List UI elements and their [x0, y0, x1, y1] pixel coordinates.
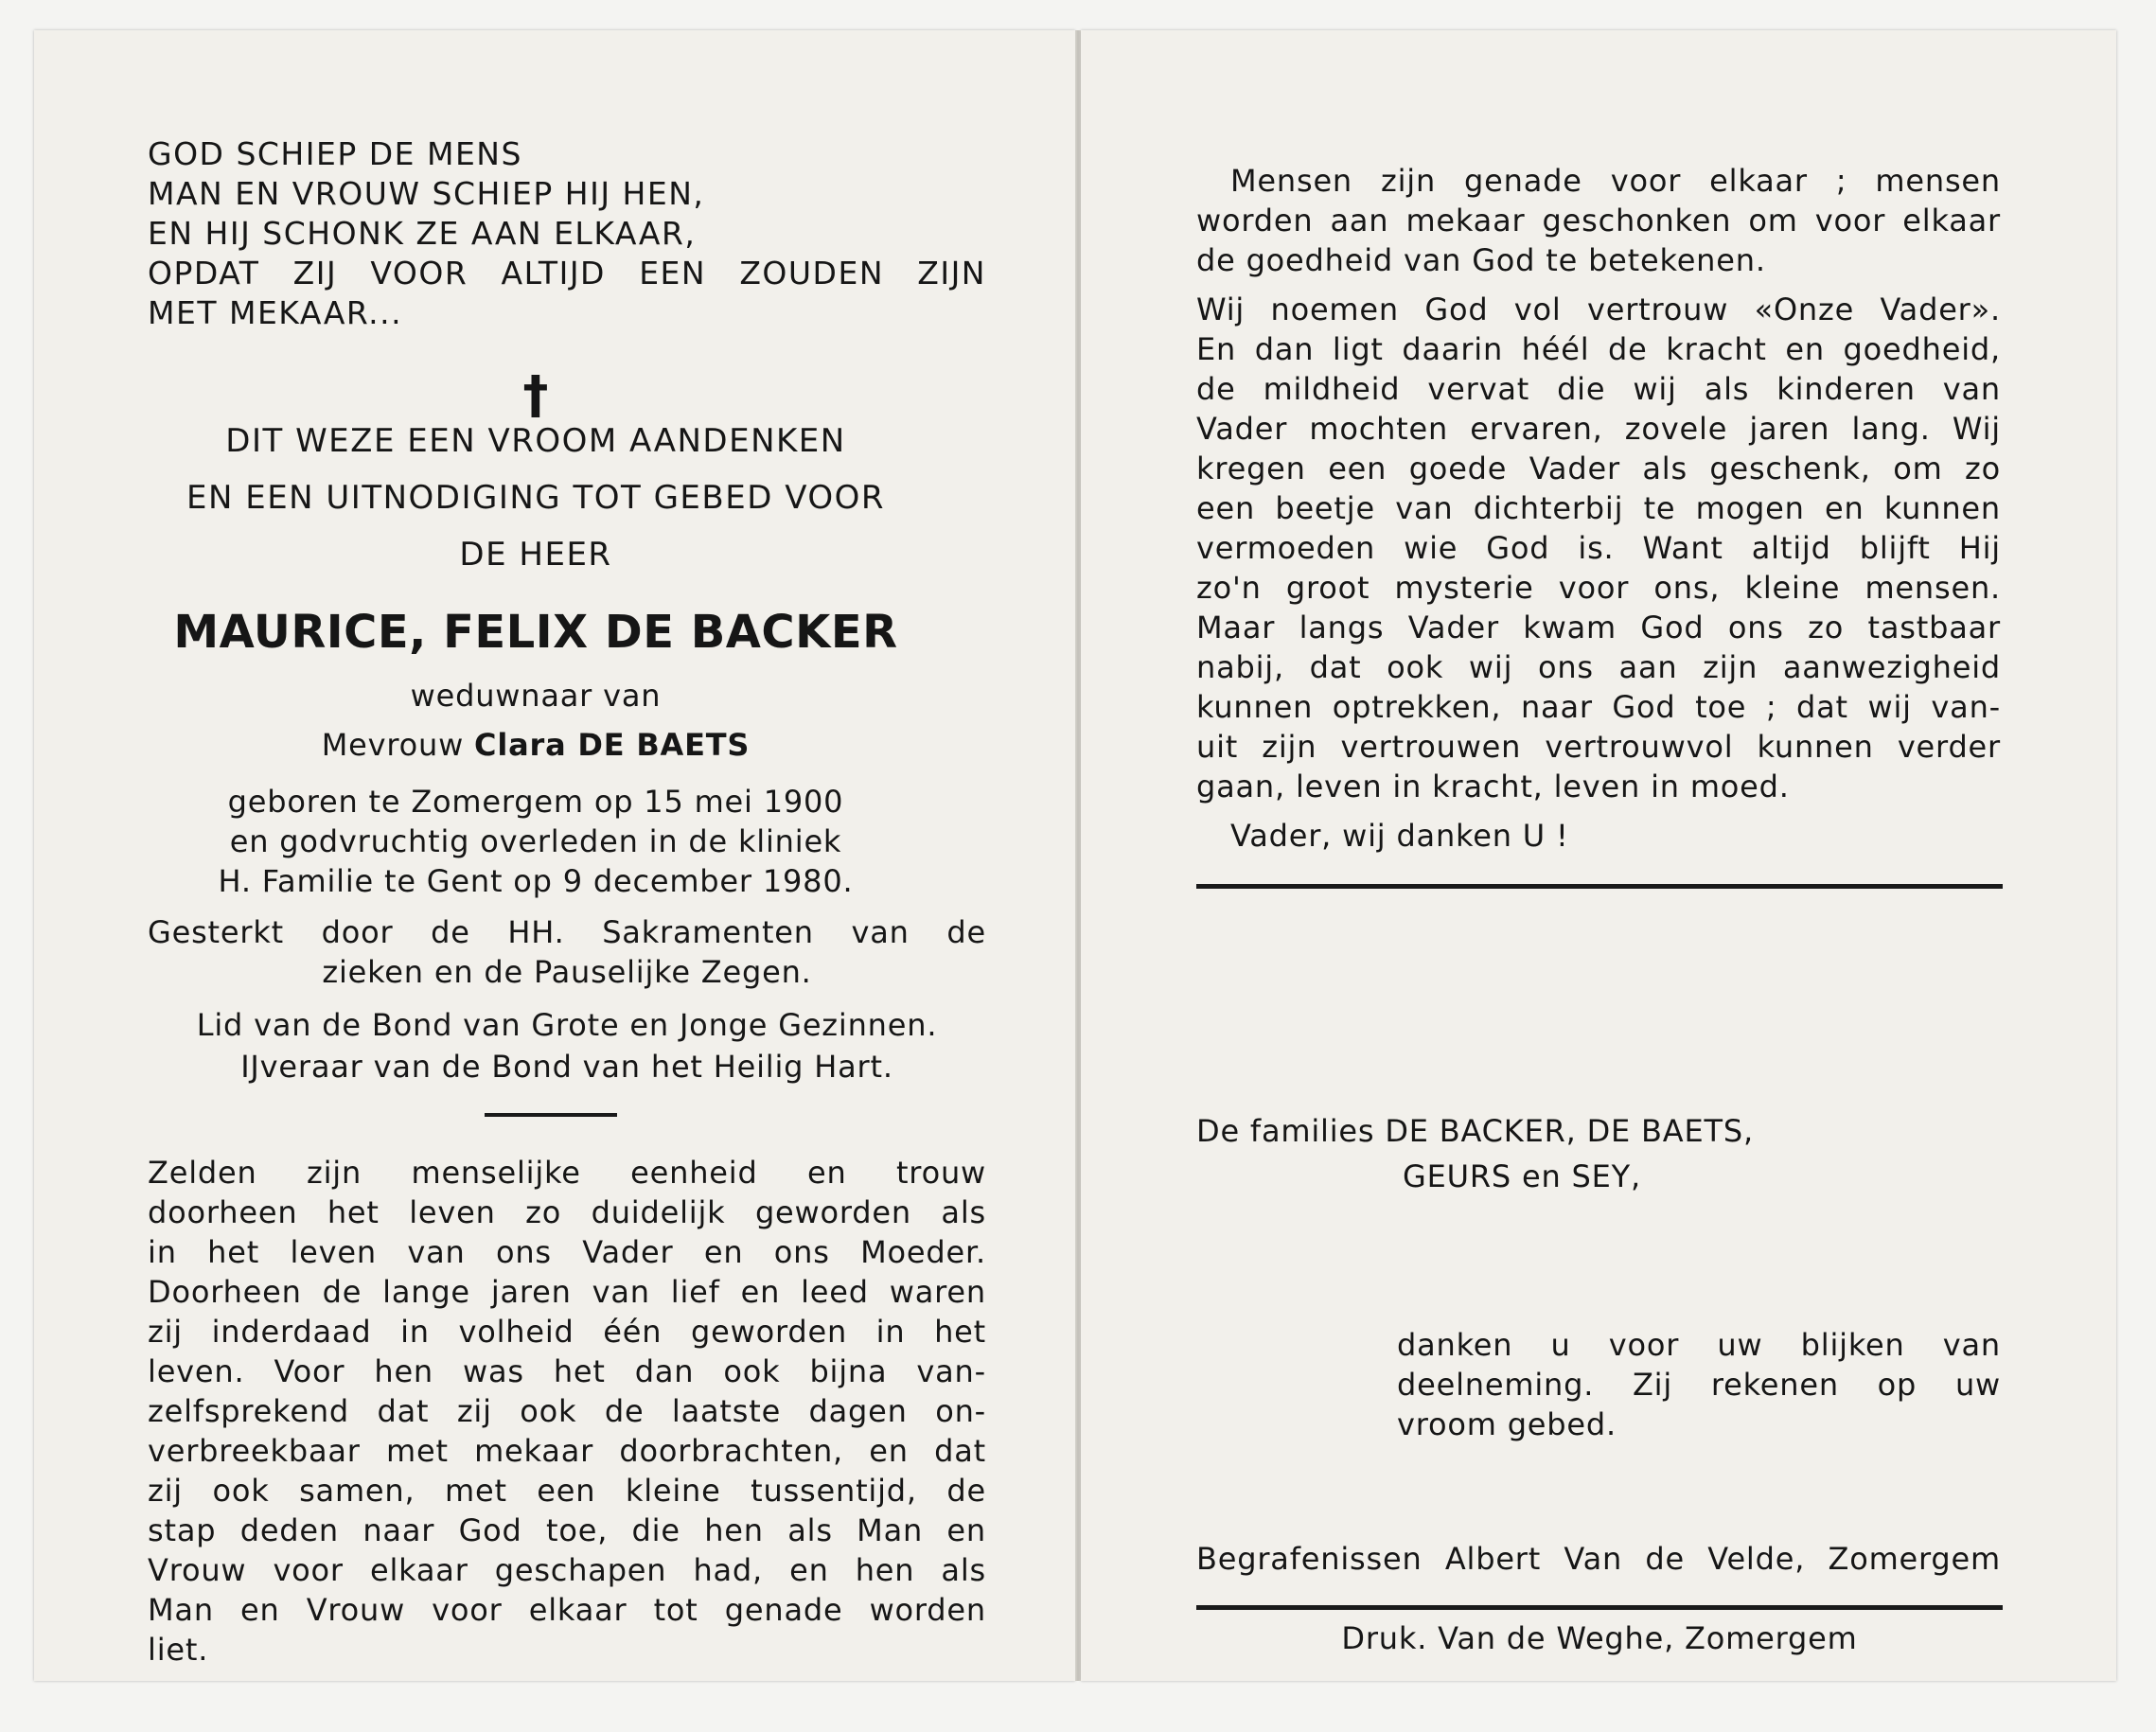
tribute-line: stap deden naar God toe, die hen als Man en	[148, 1512, 986, 1548]
tribute-line: verbreekbaar met mekaar doorbrachten, en dat	[148, 1433, 986, 1469]
father-line: Maar langs Vader kwam God ons zo tastbaar	[1196, 610, 2001, 645]
father-line: Wij noemen God vol vertrouw «Onze Vader».	[1196, 292, 2001, 327]
father-line: uit zijn vertrouwen vertrouwvol kunnen verder	[1196, 729, 2001, 765]
sacraments	[148, 912, 986, 992]
paragraph-father	[1196, 290, 2001, 806]
father-line: zo'n groot mysterie voor ons, kleine mensen.	[1196, 570, 2001, 606]
dedication-line: EN EEN UITNODIGING TOT GEBED VOOR	[186, 479, 886, 517]
tribute-line: Vrouw voor elkaar geschapen had, en hen als	[148, 1552, 986, 1588]
father-line: vermoeden wie God is. Want altijd blijft Hij	[1196, 530, 2001, 566]
tribute-line: zij inderdaad in volheid één geworden in het	[148, 1314, 986, 1350]
tribute-line: leven. Voor hen was het dan ook bijna van-	[148, 1353, 986, 1389]
separator-long	[1196, 884, 2003, 889]
poem-line: OPDAT ZIJ VOOR ALTIJD EEN ZOUDEN ZIJN	[148, 255, 986, 292]
grace-line: Mensen zijn genade voor elkaar ; mensen	[1230, 163, 2001, 199]
dedication-line: DE HEER	[459, 536, 612, 574]
father-line: En dan ligt daarin héél de kracht en goedheid,	[1196, 331, 2001, 367]
separator-short	[485, 1113, 617, 1117]
tribute-line: Doorheen de lange jaren van lief en leed waren	[148, 1274, 986, 1310]
families-line-1: De families DE BACKER, DE BAETS,	[1196, 1113, 1754, 1149]
poem-line: MAN EN VROUW SCHIEP HIJ HEN,	[148, 175, 705, 212]
printer-line: Druk. Van de Weghe, Zomergem	[1341, 1620, 1858, 1656]
dedication-line: DIT WEZE EEN VROOM AANDENKEN	[225, 422, 846, 460]
deceased-name: MAURICE, FELIX DE BACKER	[173, 606, 898, 659]
poem-line: EN HIJ SCHONK ZE AAN ELKAAR,	[148, 215, 697, 252]
gratitude-paragraph	[1397, 1325, 2001, 1444]
birth-death-line: geboren te Zomergem op 15 mei 1900	[227, 784, 844, 820]
undertaker-line: Begrafenissen Albert Van de Velde, Zomergem	[1196, 1541, 2001, 1577]
tribute-line: zij ook samen, met een kleine tussentijd, de	[148, 1473, 986, 1509]
grace-line: de goedheid van God te betekenen.	[1196, 242, 1766, 278]
dedication	[148, 422, 924, 574]
membership-line: IJveraar van de Bond van het Heilig Hart.	[240, 1049, 893, 1085]
tribute-line: in het leven van ons Vader en ons Moeder.	[148, 1234, 986, 1270]
birth-death-details	[148, 782, 924, 901]
father-line: de mildheid vervat die wij als kinderen van	[1196, 371, 2001, 407]
father-line: Vader mochten ervaren, zovele jaren lang. Wij	[1196, 411, 2001, 447]
tribute-line: Man en Vrouw voor elkaar tot genade worden	[148, 1592, 986, 1628]
grace-line: worden aan mekaar geschonken om voor elkaar	[1196, 203, 2001, 239]
spouse-line	[148, 725, 924, 765]
gratitude-line: vroom gebed.	[1397, 1406, 1617, 1442]
father-line: gaan, leven in kracht, leven in moed.	[1196, 769, 1790, 804]
father-line: een beetje van dichterbij te mogen en kunnen	[1196, 490, 2001, 526]
thanks-line: Vader, wij danken U !	[1230, 818, 1569, 854]
birth-death-line: en godvruchtig overleden in de kliniek	[229, 823, 842, 859]
opening-poem	[148, 134, 986, 333]
sacraments-line: Gesterkt door de HH. Sakramenten van de	[148, 914, 986, 950]
left-page	[34, 30, 1075, 1681]
paragraph-grace	[1196, 161, 2001, 280]
sacraments-line: zieken en de Pauselijke Zegen.	[322, 954, 812, 990]
tribute-paragraph	[148, 1153, 986, 1670]
gratitude-line: danken u voor uw blijken van	[1397, 1327, 2001, 1363]
poem-line: MET MEKAAR...	[148, 294, 403, 331]
tribute-line: liet.	[148, 1632, 209, 1668]
widower-of: weduwnaar van	[410, 678, 662, 714]
tribute-line: Zelden zijn menselijke eenheid en trouw	[148, 1155, 986, 1191]
tribute-line: doorheen het leven zo duidelijk geworden als	[148, 1194, 986, 1230]
gratitude-line: deelneming. Zij rekenen op uw	[1397, 1367, 2001, 1403]
birth-death-line: H. Familie te Gent op 9 december 1980.	[218, 863, 854, 899]
tribute-line: zelfsprekend dat zij ook de laatste dagen on-	[148, 1393, 986, 1429]
right-page	[1081, 30, 2116, 1681]
membership-line: Lid van de Bond van Grote en Jonge Gezinnen.	[196, 1007, 938, 1043]
memberships	[148, 1005, 986, 1087]
families-line-2: GEURS en SEY,	[1403, 1158, 1641, 1194]
spouse-name: Clara DE BAETS	[474, 727, 751, 763]
separator-bottom	[1196, 1605, 2003, 1610]
father-line: nabij, dat ook wij ons aan zijn aanwezigheid	[1196, 649, 2001, 685]
father-line: kunnen optrekken, naar God toe ; dat wij van-	[1196, 689, 2001, 725]
father-line: kregen een goede Vader als geschenk, om zo	[1196, 451, 2001, 486]
cross-icon: †	[522, 365, 549, 425]
spouse-prefix: Mevrouw	[321, 727, 465, 763]
poem-line: GOD SCHIEP DE MENS	[148, 135, 522, 172]
